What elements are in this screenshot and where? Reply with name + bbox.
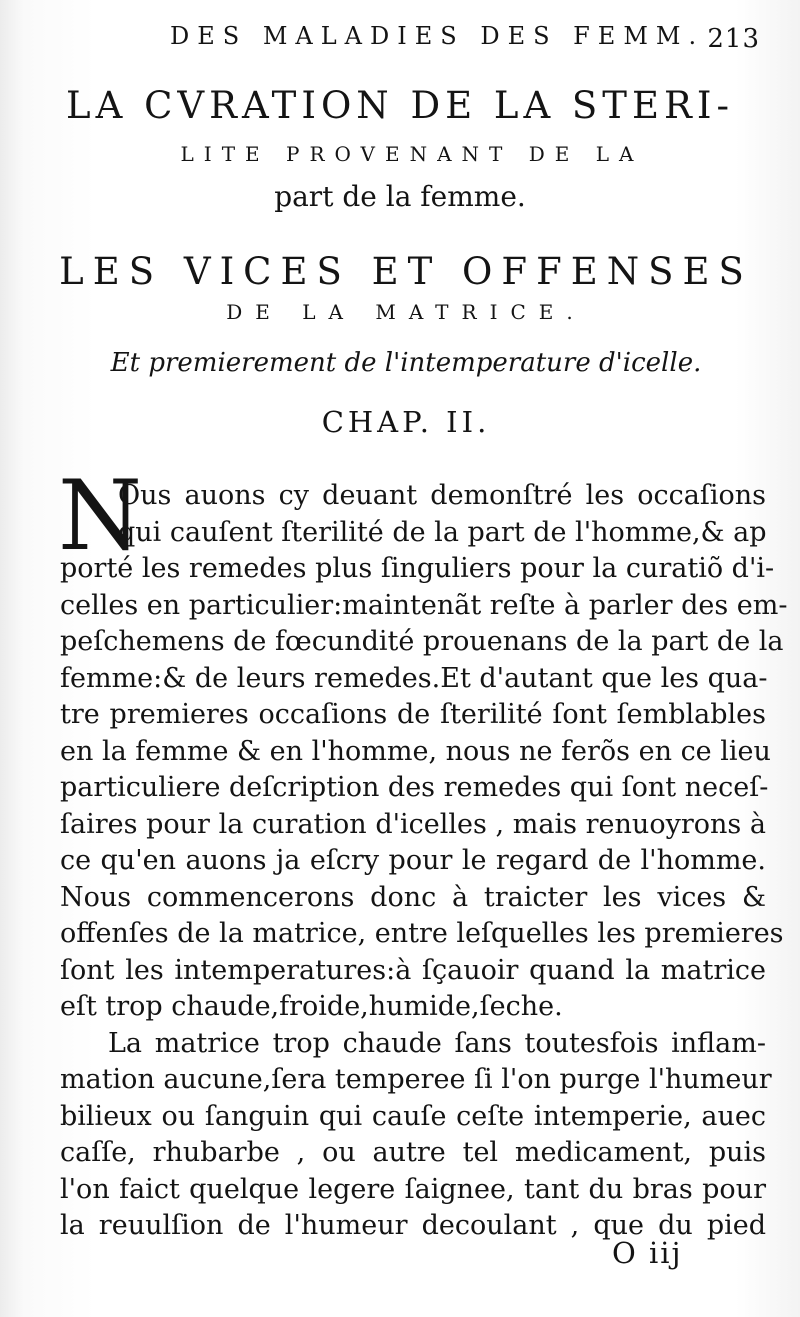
text-line: celles en particulier:maintenãt reſte à parler des em- xyxy=(60,589,788,621)
text-line: la reuulſion de l'humeur decoulant , que du pied xyxy=(60,1210,766,1241)
page-number: 213 xyxy=(707,24,760,54)
text-line: l'on faict quelque legere ſaignee, tant du bras pour xyxy=(60,1173,766,1205)
text-line: eſt trop chaude,froide,humide,ſeche. xyxy=(60,991,563,1022)
text-line: mation aucune,ſera temperee ſi l'on purge l'humeur xyxy=(60,1064,772,1095)
running-head xyxy=(170,20,770,60)
text-line: tre premieres occaſions de ſterilité ſont ſemblables xyxy=(60,699,766,730)
text-line: particuliere deſcription des remedes qui ſont neceſ- xyxy=(60,772,769,803)
body-text xyxy=(60,478,788,1245)
paragraph-1 xyxy=(60,478,788,1026)
text-line: Nous commencerons donc à traicter les vices & xyxy=(60,881,766,913)
subsection-title-line-2: DE LA MATRICE. xyxy=(226,300,586,324)
running-head-title: DES MALADIES DES FEMM. xyxy=(170,22,705,50)
text-line: offenſes de la matrice, entre leſquelles les premieres xyxy=(60,918,784,949)
text-line: en la femme & en l'homme, nous ne ferõs en ce lieu xyxy=(60,735,771,767)
section-title-line-1: LA CVRATION DE LA STERI- xyxy=(66,84,734,127)
text-line: ſont les intemperatures:à ſçauoir quand la matrice xyxy=(60,954,766,986)
text-line: ſaires pour la curation d'icelles , mais renuoyrons à xyxy=(60,808,766,840)
text-line: peſchemens de fœcundité prouenans de la part de la xyxy=(60,626,784,657)
subsection-subtitle: Et premierement de l'intemperature d'icelle. xyxy=(110,348,702,378)
paragraph-2 xyxy=(60,1026,772,1245)
text-line: qui cauſent ſterilité de la part de l'homme,& ap xyxy=(118,516,767,548)
subsection-title-line-1: LES VICES ET OFFENSES xyxy=(59,250,753,293)
text-line: femme:& de leurs remedes.Et d'autant que les qua- xyxy=(60,662,768,694)
signature-mark: O iij xyxy=(612,1236,683,1270)
chapter-heading: CHAP. II. xyxy=(321,405,491,439)
text-line: porté les remedes plus ſinguliers pour la curatiõ d'i- xyxy=(60,553,775,584)
section-title-line-3: part de la femme. xyxy=(274,180,526,213)
text-line: ce qu'en auons ja eſcry pour le regard de l'homme. xyxy=(60,845,766,876)
drop-cap: N xyxy=(58,460,142,572)
text-line: Ous auons cy deuant demonſtré les occaſions xyxy=(118,480,766,511)
text-line: caſſe, rhubarbe , ou autre tel medicament, puis xyxy=(60,1137,766,1168)
text-line: La matrice trop chaude ſans toutesfois inflam- xyxy=(108,1027,766,1059)
section-title-line-2: LITE PROVENANT DE LA xyxy=(180,142,644,166)
text-line: bilieux ou ſanguin qui cauſe ceſte intemperie, auec xyxy=(60,1100,766,1132)
